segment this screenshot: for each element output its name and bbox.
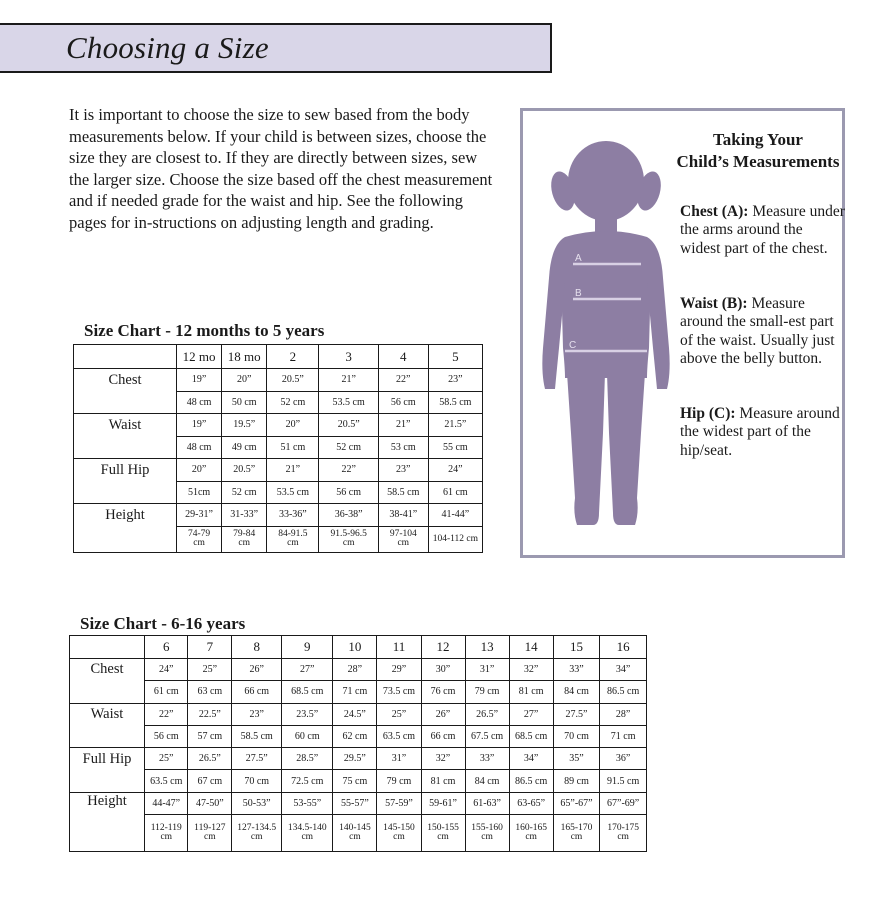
row-label: Full Hip	[70, 748, 145, 770]
table-cell: 58.5 cm	[378, 481, 428, 504]
table-cell: 66 cm	[421, 725, 465, 747]
measure-row-cm	[70, 725, 647, 747]
mark-b: B	[575, 288, 582, 299]
measure-row-in	[70, 659, 647, 681]
table-cell: 71 cm	[600, 725, 647, 747]
table-cell: 75 cm	[333, 770, 377, 792]
table-cell: 56 cm	[319, 481, 378, 504]
table-cell: 24.5”	[333, 703, 377, 725]
corner-cell	[70, 636, 145, 659]
table-cell: 52 cm	[267, 391, 319, 414]
table-cell: 91.5 cm	[600, 770, 647, 792]
size-header: 6	[145, 636, 188, 659]
table-cell: 21”	[378, 414, 428, 437]
table-cell: 33”	[553, 659, 600, 681]
measure-row-in	[74, 459, 483, 482]
table-cell: 71 cm	[333, 681, 377, 703]
table-cell: 112-119 cm	[145, 815, 188, 852]
measure-row-cm	[70, 681, 647, 703]
header-row	[70, 636, 647, 659]
measure-row-cm	[74, 526, 483, 553]
panel-title-line1: Taking Your	[713, 130, 803, 149]
table-cell: 81 cm	[421, 770, 465, 792]
table-cell: 51 cm	[267, 436, 319, 459]
row-label	[70, 815, 145, 852]
table-cell: 50-53”	[232, 792, 282, 814]
chest-label: Chest (A):	[680, 203, 749, 220]
table-cell: 32”	[509, 659, 553, 681]
table-cell: 27.5”	[553, 703, 600, 725]
table-cell: 49 cm	[222, 436, 267, 459]
row-label: Full Hip	[74, 459, 177, 482]
table-cell: 50 cm	[222, 391, 267, 414]
measure-row-cm	[74, 391, 483, 414]
row-label: Height	[74, 504, 177, 527]
table-cell: 47-50”	[188, 792, 232, 814]
table-cell: 70 cm	[232, 770, 282, 792]
table-cell: 24”	[428, 459, 482, 482]
table-cell: 70 cm	[553, 725, 600, 747]
hip-instructions	[680, 405, 845, 460]
table-cell: 63-65”	[509, 792, 553, 814]
table-cell: 72.5 cm	[282, 770, 333, 792]
table-cell: 89 cm	[553, 770, 600, 792]
table-cell: 134.5-140 cm	[282, 815, 333, 852]
table-cell: 35”	[553, 748, 600, 770]
table-cell: 23.5”	[282, 703, 333, 725]
measure-row-cm	[74, 436, 483, 459]
row-label	[70, 770, 145, 792]
table-cell: 20”	[177, 459, 222, 482]
table-cell: 76 cm	[421, 681, 465, 703]
table-cell: 91.5-96.5 cm	[319, 526, 378, 553]
table-cell: 73.5 cm	[377, 681, 421, 703]
table-cell: 20.5”	[222, 459, 267, 482]
table-cell: 155-160 cm	[465, 815, 509, 852]
measure-row-in	[74, 504, 483, 527]
size-header: 15	[553, 636, 600, 659]
panel-title	[668, 129, 848, 173]
row-label: Height	[70, 792, 145, 814]
measure-row-in	[70, 703, 647, 725]
table-cell: 56 cm	[145, 725, 188, 747]
table-cell: 25”	[377, 703, 421, 725]
table-cell: 31”	[377, 748, 421, 770]
table-cell: 140-145 cm	[333, 815, 377, 852]
table-cell: 31”	[465, 659, 509, 681]
table-cell: 84 cm	[553, 681, 600, 703]
title-banner	[0, 23, 552, 73]
measure-row-cm	[70, 770, 647, 792]
table-cell: 30”	[421, 659, 465, 681]
size-header: 9	[282, 636, 333, 659]
row-label	[70, 681, 145, 703]
size-header: 3	[319, 345, 378, 369]
table-cell: 19”	[177, 369, 222, 392]
size-header: 8	[232, 636, 282, 659]
table-cell: 25”	[188, 659, 232, 681]
measurement-panel	[520, 108, 845, 558]
table-cell: 20”	[222, 369, 267, 392]
size-header: 7	[188, 636, 232, 659]
chart1-title: Size Chart - 12 months to 5 years	[84, 321, 325, 340]
panel-title-line2: Child’s Measurements	[676, 152, 840, 171]
row-label	[74, 436, 177, 459]
table-cell: 150-155 cm	[421, 815, 465, 852]
table-cell: 63.5 cm	[377, 725, 421, 747]
chart2-title: Size Chart - 6-16 years	[80, 614, 246, 633]
page-title: Choosing a Size	[66, 30, 269, 65]
table-cell: 25”	[145, 748, 188, 770]
table-cell: 23”	[428, 369, 482, 392]
table-cell: 19”	[177, 414, 222, 437]
table-cell: 22”	[145, 703, 188, 725]
measure-row-cm	[74, 481, 483, 504]
table-cell: 20.5”	[319, 414, 378, 437]
table-cell: 66 cm	[232, 681, 282, 703]
table-cell: 56 cm	[378, 391, 428, 414]
size-header: 12 mo	[177, 345, 222, 369]
table-cell: 38-41”	[378, 504, 428, 527]
table-cell: 84-91.5 cm	[267, 526, 319, 553]
table-cell: 28”	[333, 659, 377, 681]
table-cell: 51cm	[177, 481, 222, 504]
table-cell: 26”	[232, 659, 282, 681]
measure-row-in	[74, 369, 483, 392]
intro-text: It is important to choose the size to sew based from the body measurements below. If your child is between sizes, choose the size they are closest to. If they are directly between sizes, sew the larger size. Choose the size based off the chest measurement and if needed grade for the waist and hip. See the following pages for in-structions on adjusting length and grading.	[69, 105, 493, 232]
table-cell: 145-150 cm	[377, 815, 421, 852]
row-label	[74, 481, 177, 504]
table-cell: 33-36”	[267, 504, 319, 527]
table-cell: 27”	[509, 703, 553, 725]
measure-row-in	[70, 792, 647, 814]
size-header: 2	[267, 345, 319, 369]
table-cell: 68.5 cm	[282, 681, 333, 703]
row-label: Waist	[74, 414, 177, 437]
size-header: 14	[509, 636, 553, 659]
mark-c: C	[569, 340, 577, 351]
table-cell: 59-61”	[421, 792, 465, 814]
hip-label: Hip (C):	[680, 405, 736, 422]
row-label: Chest	[70, 659, 145, 681]
table-cell: 104-112 cm	[428, 526, 482, 553]
table-cell: 22”	[378, 369, 428, 392]
table-cell: 81 cm	[509, 681, 553, 703]
table-cell: 170-175 cm	[600, 815, 647, 852]
table-cell: 31-33”	[222, 504, 267, 527]
table-cell: 57-59”	[377, 792, 421, 814]
table-cell: 67.5 cm	[465, 725, 509, 747]
table-cell: 79 cm	[377, 770, 421, 792]
table-cell: 58.5 cm	[232, 725, 282, 747]
table-cell: 21”	[319, 369, 378, 392]
table-cell: 21”	[267, 459, 319, 482]
hip-text: Measure around the widest part of the hip/seat.	[680, 405, 840, 459]
measure-row-in	[70, 748, 647, 770]
table-cell: 26.5”	[465, 703, 509, 725]
table-cell: 23”	[232, 703, 282, 725]
table-cell: 48 cm	[177, 391, 222, 414]
table-cell: 24”	[145, 659, 188, 681]
size-header: 16	[600, 636, 647, 659]
size-header: 5	[428, 345, 482, 369]
table-cell: 44-47”	[145, 792, 188, 814]
size-chart-toddler	[73, 344, 483, 553]
table-cell: 26.5”	[188, 748, 232, 770]
table-cell: 79-84 cm	[222, 526, 267, 553]
table-cell: 53.5 cm	[267, 481, 319, 504]
table-cell: 29-31”	[177, 504, 222, 527]
row-label	[70, 725, 145, 747]
table-cell: 23”	[378, 459, 428, 482]
table-cell: 28”	[600, 703, 647, 725]
table-cell: 63.5 cm	[145, 770, 188, 792]
chest-text: Measure under the arms around the widest part of the chest.	[680, 203, 845, 257]
size-chart-youth	[69, 635, 647, 852]
table-cell: 67”-69”	[600, 792, 647, 814]
table-cell: 32”	[421, 748, 465, 770]
table-cell: 27”	[282, 659, 333, 681]
table-cell: 33”	[465, 748, 509, 770]
table-cell: 21.5”	[428, 414, 482, 437]
table-cell: 55-57”	[333, 792, 377, 814]
table-cell: 68.5 cm	[509, 725, 553, 747]
row-label: Chest	[74, 369, 177, 392]
table-cell: 41-44”	[428, 504, 482, 527]
table-cell: 61 cm	[428, 481, 482, 504]
table-cell: 53.5 cm	[319, 391, 378, 414]
chest-instructions	[680, 203, 845, 258]
size-header: 18 mo	[222, 345, 267, 369]
table-cell: 19.5”	[222, 414, 267, 437]
table-cell: 160-165 cm	[509, 815, 553, 852]
table-cell: 74-79 cm	[177, 526, 222, 553]
table-cell: 36-38”	[319, 504, 378, 527]
table-cell: 86.5 cm	[509, 770, 553, 792]
table-cell: 20.5”	[267, 369, 319, 392]
header-row	[74, 345, 483, 369]
measure-row-in	[74, 414, 483, 437]
table-cell: 53 cm	[378, 436, 428, 459]
table-cell: 52 cm	[319, 436, 378, 459]
table-cell: 52 cm	[222, 481, 267, 504]
size-header: 13	[465, 636, 509, 659]
table-cell: 53-55”	[282, 792, 333, 814]
intro-paragraph	[69, 104, 499, 234]
waist-instructions	[680, 295, 845, 369]
mark-a: A	[575, 253, 582, 264]
table-cell: 79 cm	[465, 681, 509, 703]
table-cell: 28.5”	[282, 748, 333, 770]
size-header: 12	[421, 636, 465, 659]
measure-row-cm	[70, 815, 647, 852]
table-cell: 29.5”	[333, 748, 377, 770]
table-cell: 22”	[319, 459, 378, 482]
table-cell: 97-104 cm	[378, 526, 428, 553]
table-cell: 61-63”	[465, 792, 509, 814]
table-cell: 34”	[509, 748, 553, 770]
waist-label: Waist (B):	[680, 295, 748, 312]
table-cell: 34”	[600, 659, 647, 681]
table-cell: 65”-67”	[553, 792, 600, 814]
child-figure-illustration	[535, 133, 675, 543]
size-header: 4	[378, 345, 428, 369]
size-header: 11	[377, 636, 421, 659]
table-cell: 60 cm	[282, 725, 333, 747]
table-cell: 55 cm	[428, 436, 482, 459]
table-cell: 36”	[600, 748, 647, 770]
table-cell: 29”	[377, 659, 421, 681]
table-cell: 61 cm	[145, 681, 188, 703]
table-cell: 165-170 cm	[553, 815, 600, 852]
row-label	[74, 526, 177, 553]
waist-text: Measure around the small-est part of the waist. Usually just above the belly button.	[680, 295, 835, 368]
table-cell: 26”	[421, 703, 465, 725]
table-cell: 67 cm	[188, 770, 232, 792]
table-cell: 57 cm	[188, 725, 232, 747]
table-cell: 20”	[267, 414, 319, 437]
table-cell: 86.5 cm	[600, 681, 647, 703]
corner-cell	[74, 345, 177, 369]
table-cell: 119-127 cm	[188, 815, 232, 852]
size-header: 10	[333, 636, 377, 659]
table-cell: 62 cm	[333, 725, 377, 747]
table-cell: 127-134.5 cm	[232, 815, 282, 852]
table-cell: 27.5”	[232, 748, 282, 770]
row-label: Waist	[70, 703, 145, 725]
table-cell: 63 cm	[188, 681, 232, 703]
table-cell: 22.5”	[188, 703, 232, 725]
table-cell: 58.5 cm	[428, 391, 482, 414]
table-cell: 48 cm	[177, 436, 222, 459]
row-label	[74, 391, 177, 414]
table-cell: 84 cm	[465, 770, 509, 792]
